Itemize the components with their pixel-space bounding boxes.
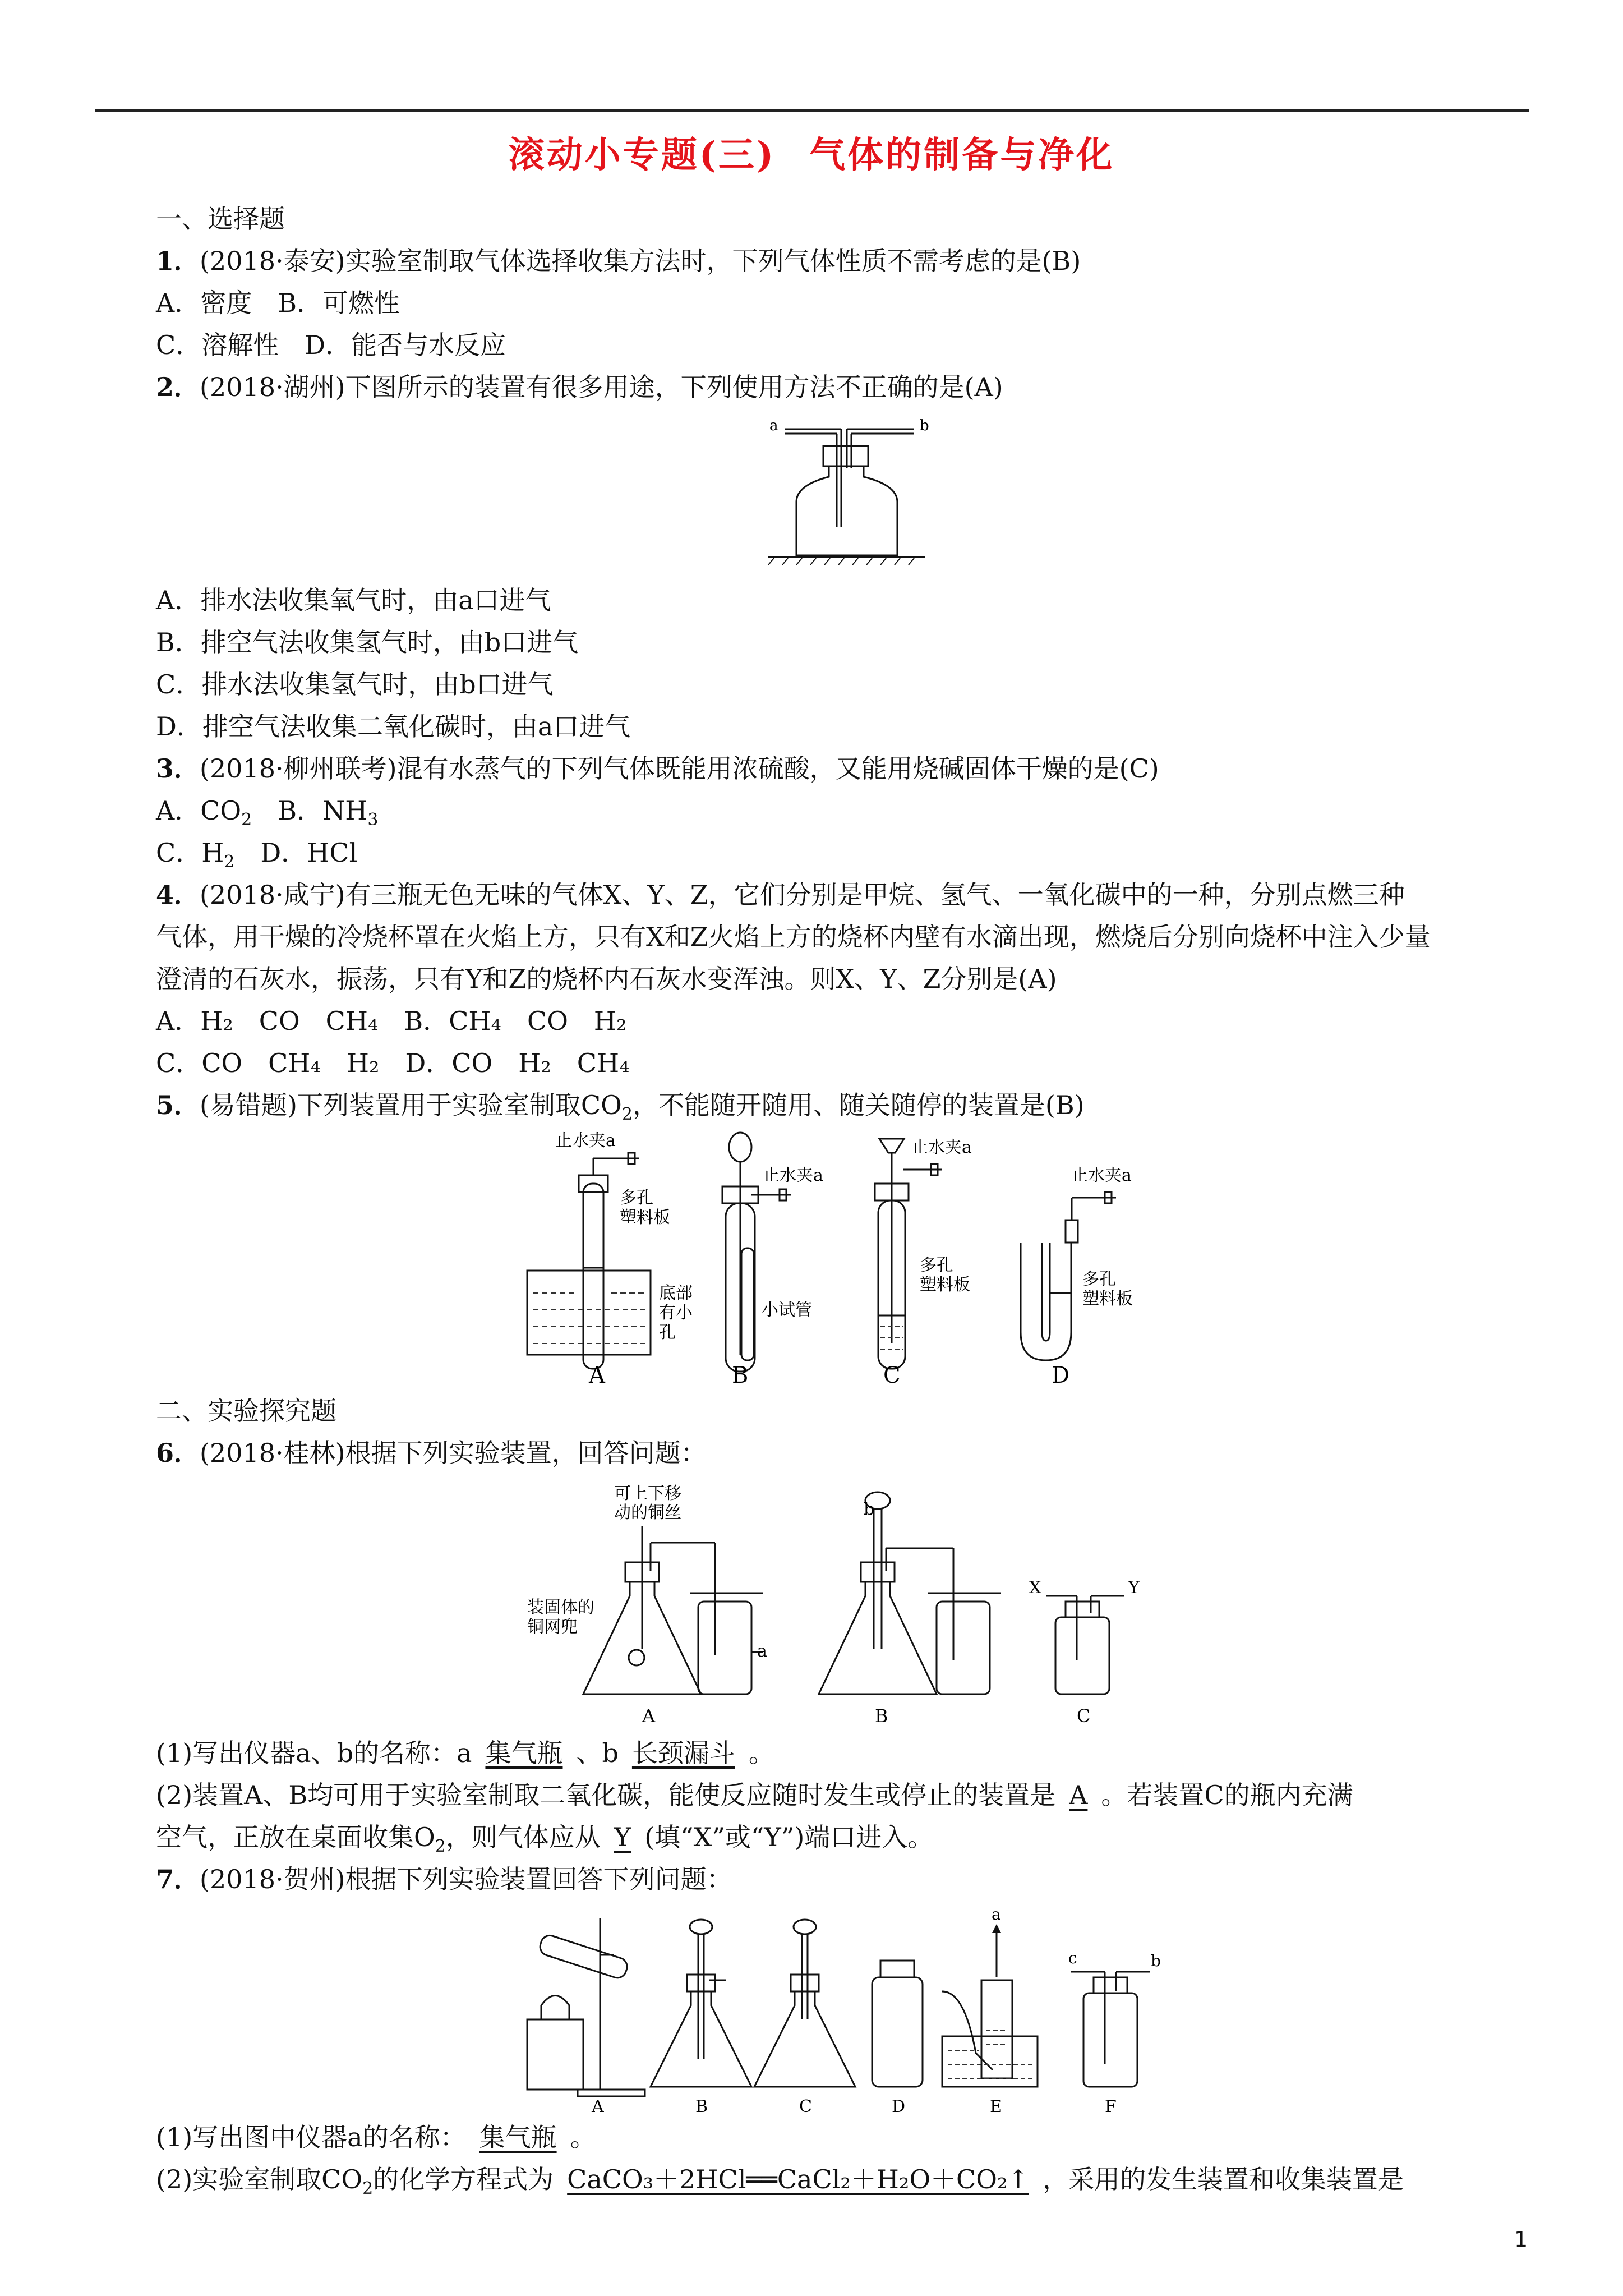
q7-p1-answer: 集气瓶 [479,2122,557,2152]
q5-b-clip-label: 止水夹a [763,1166,823,1185]
q5-label-d: D [1052,1363,1070,1388]
section-choice: 一、选择题 [156,204,285,234]
q4-line1 [156,878,1405,912]
q2-text: (2018·湖州)下图所示的装置有很多用途，下列使用方法不正确的是(A) [200,372,1003,402]
q5-d-clip-label: 止水夹a [1071,1166,1132,1185]
q3-options-2 [156,836,357,879]
q6-label-c: C [1077,1705,1091,1727]
q7-label-b: B [695,2097,708,2115]
q2-option-d: D．排空气法收集二氧化碳时，由a口进气 [156,711,631,742]
q5-d-plate-label-1: 多孔 [1082,1269,1116,1289]
q3-sub: 2 [224,852,235,872]
q6-label-b: B [875,1705,888,1727]
q3-number: 3． [156,753,200,784]
q7-label-f: F [1105,2097,1117,2115]
q5-stem [156,1088,1085,1131]
q5-b-tube-label: 小试管 [762,1300,812,1320]
q6-p1-answer-a: 集气瓶 [485,1738,563,1768]
q4-number: 4． [156,880,200,910]
q6-p3-sub: 2 [435,1837,446,1856]
q4-options-1: A．H₂ CO CH₄ B．CH₄ CO H₂ [156,1006,627,1036]
q3-text: (2018·柳州联考)混有水蒸气的下列气体既能用浓硫酸，又能用烧碱固体干燥的是(C) [200,753,1159,784]
q5-number: 5． [156,1090,200,1120]
q5-text-2: ，不能随开随用、随关随停的装置是(B) [632,1090,1085,1120]
q6-p1-text: (1)写出仪器a、b的名称：a [156,1738,472,1768]
q6-b-label: b [864,1499,875,1519]
q2-number: 2． [156,372,200,402]
q5-a-bottom-label-1: 底部 [659,1283,693,1303]
q2-option-c: C．排水法收集氢气时，由b口进气 [156,669,554,700]
q7-b-label: b [1151,1952,1161,1970]
q6-p1-end: 。 [748,1738,774,1768]
q3-stem [156,752,1159,785]
q6-stem [156,1436,707,1470]
q6-text: (2018·桂林)根据下列实验装置，回答问题： [200,1438,707,1468]
q7-part2 [156,2162,1404,2206]
q1-text: (2018·泰安)实验室制取气体选择收集方法时，下列气体性质不需考虑的是(B) [200,246,1081,276]
q2-port-a-label: a [769,417,778,434]
q6-p3-mid: ，则气体应从 [445,1822,601,1852]
q5-d-plate-label-2: 塑料板 [1082,1289,1133,1309]
q2-port-b-label: b [920,417,929,434]
q7-p2-sub: 2 [362,2179,374,2198]
q3-opt-b: B．NH [252,795,368,826]
q5-label-a: A [589,1363,605,1388]
q6-label-a: A [642,1705,656,1727]
q6-p3-end: (填“X”或“Y”)端口进入。 [644,1822,934,1852]
q5-a-clip-label: 止水夹a [555,1131,616,1151]
q5-c-clip-label: 止水夹a [911,1138,972,1157]
q7-c-label: c [1068,1949,1077,1967]
q3-opt-c: C．H [156,838,224,868]
q6-wire-label-2: 动的铜丝 [614,1503,681,1522]
q5-label-b: B [732,1363,749,1388]
q4-text: (2018·咸宁)有三瓶无色无味的气体X、Y、Z，它们分别是甲烷、氢气、一氧化碳中的一种，分别点燃三种 [200,880,1405,910]
q1-options-2: C．溶解性 D．能否与水反应 [156,330,506,360]
title-part1: 滚动小专题(三) [508,134,776,176]
q7-a-label: a [992,1907,1001,1924]
q7-label-d: D [892,2097,906,2115]
q6-part2-cont [156,1820,933,1864]
q7-p2-text: (2)实验室制取CO [156,2164,363,2194]
q5-c-plate-label-2: 塑料板 [920,1275,970,1295]
q6-a-label: a [757,1641,767,1661]
q7-p1-end: 。 [570,2122,596,2152]
q6-p3-answer: Y [614,1822,631,1852]
q5-c-plate-label-1: 多孔 [920,1255,953,1275]
q5-a-bottom-label-3: 孔 [659,1323,676,1342]
q5-sub: 2 [621,1105,633,1124]
q6-net-label-1: 装固体的 [527,1598,594,1617]
q3-sub: 3 [367,810,379,830]
page-title [0,126,1623,178]
q1-options-1: A．密度 B．可燃性 [156,288,400,318]
q2-option-b: B．排空气法收集氢气时，由b口进气 [156,627,579,657]
q6-apparatus-figure [516,1481,1178,1728]
q2-bottle-figure [757,407,959,578]
top-rule [95,109,1529,112]
q6-p1-mid: 、b [576,1738,619,1768]
q1-number: 1． [156,246,200,276]
q6-part2 [156,1778,1353,1812]
q7-p2-mid: 的化学方程式为 [373,2164,554,2194]
q7-label-e: E [990,2097,1002,2115]
q6-net-label-2: 铜网兜 [527,1617,578,1637]
q7-label-a: A [592,2097,604,2115]
q2-stem [156,370,1003,404]
q1-stem [156,244,1081,278]
q6-p2-answer: A [1069,1780,1088,1810]
q5-a-plate-label-1: 多孔 [620,1188,653,1208]
q6-p1-answer-b: 长颈漏斗 [631,1738,735,1768]
q5-a-plate-label-2: 塑料板 [620,1208,670,1227]
q3-opt-a: A．CO [156,795,242,826]
q6-p2-text: (2)装置A、B均可用于实验室制取二氧化碳，能使反应随时发生或停止的装置是 [156,1780,1056,1810]
q6-x-label: X [1029,1578,1041,1598]
q6-y-label: Y [1128,1578,1140,1598]
q6-p3-text: 空气，正放在桌面收集O [156,1822,435,1852]
q7-apparatus-figure [516,1907,1178,2115]
q6-p2-end: 。若装置C的瓶内充满 [1101,1780,1353,1810]
q6-number: 6． [156,1438,200,1468]
q7-p2-end: ，采用的发生装置和收集装置是 [1042,2164,1404,2194]
q5-apparatus-figure [516,1130,1133,1388]
q7-part1 [156,2120,596,2154]
q7-p2-answer: CaCO₃＋2HCl══CaCl₂＋H₂O＋CO₂↑ [567,2164,1029,2194]
q6-wire-label-1: 可上下移 [614,1484,681,1503]
section-experiment: 二、实验探究题 [156,1396,336,1426]
q7-p1-text: (1)写出图中仪器a的名称： [156,2122,466,2152]
q2-option-a: A．排水法收集氧气时，由a口进气 [156,585,551,615]
q7-text: (2018·贺州)根据下列实验装置回答下列问题： [200,1864,732,1894]
q7-stem [156,1862,732,1896]
q6-part1 [156,1736,774,1770]
q7-label-c: C [799,2097,812,2115]
q3-options-1 [156,794,379,837]
q5-text: (易错题)下列装置用于实验室制取CO [200,1090,622,1120]
q5-a-bottom-label-2: 有小 [659,1303,693,1323]
q4-line2: 气体，用干燥的冷烧杯罩在火焰上方，只有X和Z火焰上方的烧杯内壁有水滴出现，燃烧后分别向烧杯中注入少量 [156,922,1431,952]
q3-opt-d: D．HCl [234,838,358,868]
q4-options-2: C．CO CH₄ H₂ D．CO H₂ CH₄ [156,1048,630,1078]
title-part2: 气体的制备与净化 [809,134,1115,176]
q7-number: 7． [156,1864,200,1894]
q3-sub: 2 [241,810,252,830]
q5-label-c: C [883,1363,901,1388]
q4-line3: 澄清的石灰水，振荡，只有Y和Z的烧杯内石灰水变浑浊。则X、Y、Z分别是(A) [156,964,1057,994]
page-number: 1 [1514,2227,1528,2252]
